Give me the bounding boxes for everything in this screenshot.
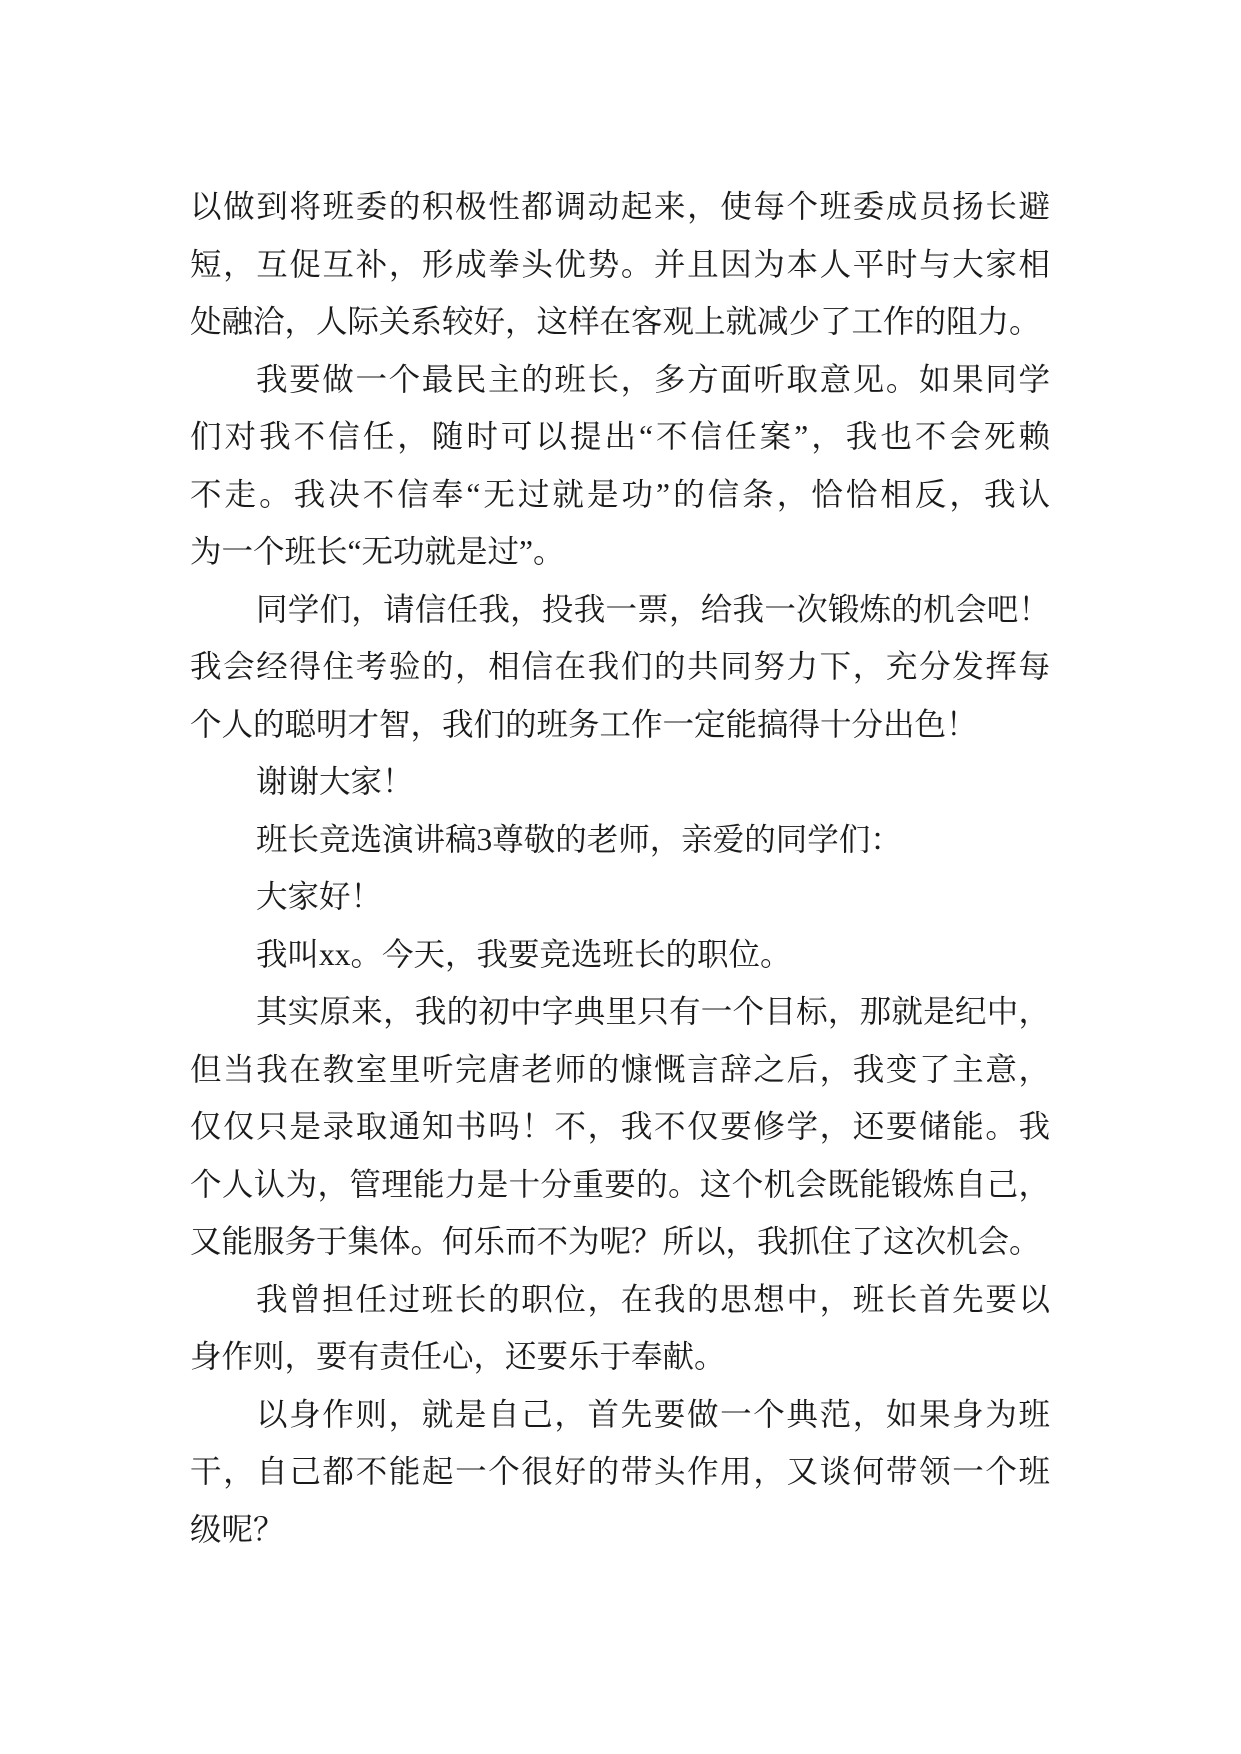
document-body [190, 178, 1050, 1558]
text-line: 其实原来，我的初中字典里只有一个目标，那就是纪中， [256, 994, 1050, 1029]
text-line: 们对我不信任，随时可以提出“不信任案”，我也不会死赖 [190, 419, 1050, 454]
text-line: 我曾担任过班长的职位，在我的思想中，班长首先要以 [256, 1281, 1050, 1317]
text-line: 身作则，要有责任心，还要乐于奉献。 [190, 1339, 726, 1374]
text-line: 短，互促互补，形成拳头优势。并且因为本人平时与大家相 [190, 246, 1050, 282]
paragraph [190, 983, 1050, 1271]
text-line: 个人认为，管理能力是十分重要的。这个机会既能锻炼自己， [190, 1166, 1050, 1202]
text-line: 为一个班长“无功就是过”。 [190, 534, 565, 569]
paragraph [190, 1271, 1050, 1386]
paragraph [190, 178, 1050, 351]
text-line: 我会经得住考验的，相信在我们的共同努力下，充分发挥每 [190, 649, 1050, 684]
paragraph [190, 1386, 1050, 1559]
paragraph [190, 581, 1050, 754]
paragraph [190, 868, 1050, 926]
paragraph [190, 811, 1050, 869]
text-line: 级呢？ [190, 1511, 285, 1547]
text-line: 以做到将班委的积极性都调动起来，使每个班委成员扬长避 [190, 189, 1050, 224]
text-line: 同学们，请信任我，投我一票，给我一次锻炼的机会吧！ [256, 591, 1050, 627]
thanks-line: 谢谢大家！ [256, 764, 414, 799]
greeting-line: 大家好！ [256, 879, 383, 914]
text-line: 又能服务于集体。何乐而不为呢？所以，我抓住了这次机会。 [190, 1224, 1041, 1259]
paragraph [190, 926, 1050, 984]
paragraph [190, 351, 1050, 581]
text-line: 不走。我决不信奉“无过就是功”的信条，恰恰相反，我认 [190, 476, 1050, 512]
text-line: 以身作则，就是自己，首先要做一个典范，如果身为班 [256, 1396, 1050, 1432]
text-line: 仅仅只是录取通知书吗！不，我不仅要修学，还要储能。我 [190, 1109, 1050, 1144]
paragraph [190, 753, 1050, 811]
text-line: 我要做一个最民主的班长，多方面听取意见。如果同学 [256, 361, 1050, 397]
text-line: 处融洽，人际关系较好，这样在客观上就减少了工作的阻力。 [190, 304, 1041, 339]
text-line: 但当我在教室里听完唐老师的慷慨言辞之后，我变了主意， [190, 1051, 1050, 1087]
text-line: 干，自己都不能起一个很好的带头作用，又谈何带领一个班 [190, 1454, 1050, 1489]
text-line: 个人的聪明才智，我们的班务工作一定能搞得十分出色！ [190, 706, 978, 742]
text-line: 我叫xx。今天，我要竞选班长的职位。 [256, 936, 792, 972]
speech-heading-line: 班长竞选演讲稿3尊敬的老师，亲爱的同学们： [256, 821, 902, 857]
